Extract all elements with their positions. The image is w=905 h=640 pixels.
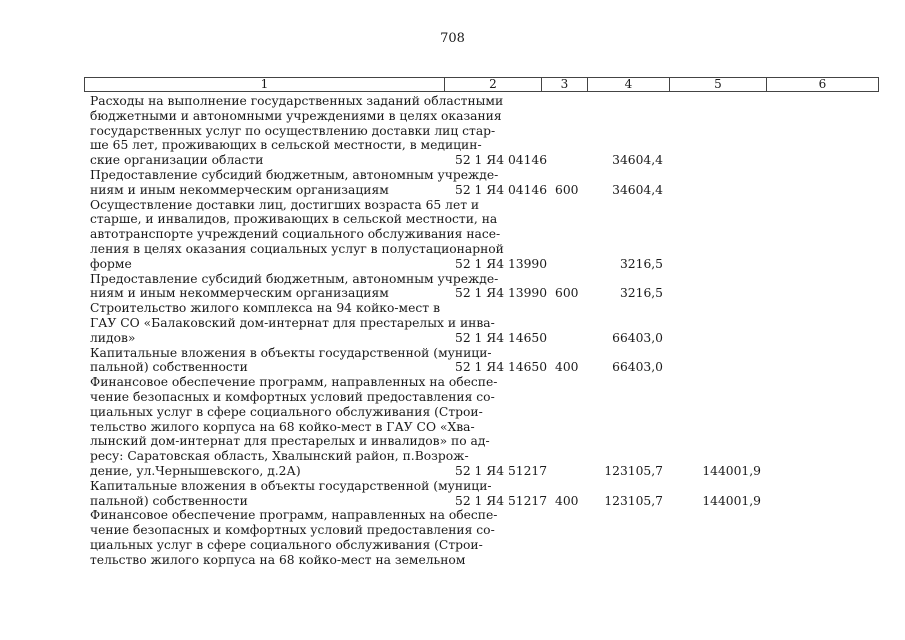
target-code: 52 1 Я4 13990	[455, 286, 548, 301]
row-description	[84, 345, 492, 376]
description-line: тельство жилого корпуса на 68 койко-мест на земельном	[90, 552, 466, 567]
header-col-3: 3	[542, 78, 588, 91]
target-code: 52 1 Я4 14650	[455, 330, 548, 345]
description-line: Строительство жилого комплекса на 94 койко-мест в	[90, 301, 440, 316]
description-line: ниям и иным некоммерческим организациям	[90, 182, 389, 197]
description-line: тельство жилого корпуса на 68 койко-мест в ГАУ СО «Хва-	[90, 419, 475, 434]
table-row	[84, 346, 879, 376]
table-row	[84, 479, 879, 509]
header-col-1: 1	[85, 78, 445, 91]
description-line: ниям и иным некоммерческим организациям	[90, 286, 389, 301]
amount-col-4: 34604,4	[612, 153, 663, 168]
description-line: старше, и инвалидов, проживающих в сельской местности, на	[90, 212, 498, 227]
table-row	[84, 301, 879, 345]
amount-col-4: 3216,5	[619, 286, 663, 301]
header-col-5: 5	[670, 78, 767, 91]
description-line: ления в целях оказания социальных услуг в полустационарной	[90, 241, 504, 256]
table-row	[84, 375, 879, 479]
description-line: ресу: Саратовская область, Хвалынский район, п.Возрож-	[90, 449, 469, 464]
table-row	[84, 168, 879, 198]
target-code: 52 1 Я4 04146	[455, 182, 548, 197]
description-line: циальных услуг в сфере социального обслуживания (Строи-	[90, 404, 483, 419]
expense-type: 400	[555, 360, 579, 375]
table-row	[84, 508, 879, 567]
row-description	[84, 271, 499, 302]
row-description	[84, 375, 498, 479]
header-col-4: 4	[588, 78, 670, 91]
description-line: Предоставление субсидий бюджетным, автономным учрежде-	[90, 271, 499, 286]
row-description	[84, 508, 498, 567]
description-line: Осуществление доставки лиц, достигших возраста 65 лет и	[90, 197, 480, 212]
description-line: Капитальные вложения в объекты государственной (муници-	[90, 345, 492, 360]
description-line: чение безопасных и комфортных условий предоставления со-	[90, 523, 495, 538]
amount-col-4: 123105,7	[604, 463, 663, 478]
table-row	[84, 272, 879, 302]
description-line: ские организации области	[90, 153, 264, 168]
description-line: автотранспорте учреждений социального обслуживания насе-	[90, 227, 501, 242]
description-line: пальной) собственности	[90, 493, 248, 508]
description-line: форме	[90, 256, 132, 271]
description-line: ше 65 лет, проживающих в сельской местности, в медицин-	[90, 138, 482, 153]
description-line: бюджетными и автономными учреждениями в целях оказания	[90, 108, 502, 123]
target-code: 52 1 Я4 13990	[455, 256, 548, 271]
expense-type: 600	[555, 182, 579, 197]
table-row	[84, 94, 879, 168]
table-header	[84, 77, 879, 92]
row-description	[84, 167, 499, 198]
target-code: 52 1 Я4 04146	[455, 153, 548, 168]
amount-col-4: 66403,0	[612, 330, 663, 345]
target-code: 52 1 Я4 14650	[455, 360, 548, 375]
description-line: циальных услуг в сфере социального обслуживания (Строи-	[90, 537, 483, 552]
table-body	[84, 94, 879, 568]
description-line: лынский дом-интернат для престарелых и инвалидов» по ад-	[90, 434, 490, 449]
header-col-2: 2	[445, 78, 542, 91]
target-code: 52 1 Я4 51217	[455, 463, 548, 478]
row-description	[84, 478, 492, 509]
header-col-6: 6	[818, 77, 827, 91]
expense-type: 600	[555, 286, 579, 301]
amount-col-4: 66403,0	[612, 360, 663, 375]
amount-col-5: 144001,9	[702, 493, 761, 508]
description-line: лидов»	[90, 330, 136, 345]
description-line: Финансовое обеспечение программ, направленных на обеспе-	[90, 508, 498, 523]
amount-col-5: 144001,9	[702, 463, 761, 478]
description-line: пальной) собственности	[90, 360, 248, 375]
description-line: чение безопасных и комфортных условий предоставления со-	[90, 389, 495, 404]
amount-col-4: 34604,4	[612, 182, 663, 197]
description-line: Капитальные вложения в объекты государственной (муници-	[90, 478, 492, 493]
description-line: ГАУ СО «Балаковский дом-интернат для престарелых и инва-	[90, 315, 495, 330]
description-line: Расходы на выполнение государственных заданий областными	[90, 94, 504, 108]
expense-type: 400	[555, 493, 579, 508]
target-code: 52 1 Я4 51217	[455, 493, 548, 508]
page-number: 708	[440, 31, 465, 46]
description-line: государственных услуг по осуществлению доставки лиц стар-	[90, 123, 496, 138]
table-row	[84, 198, 879, 272]
amount-col-4: 123105,7	[604, 493, 663, 508]
description-line: Финансовое обеспечение программ, направленных на обеспе-	[90, 375, 498, 390]
description-line: Предоставление субсидий бюджетным, автономным учрежде-	[90, 167, 499, 182]
amount-col-4: 3216,5	[619, 256, 663, 271]
description-line: дение, ул.Чернышевского, д.2А)	[90, 463, 301, 478]
row-description	[84, 301, 495, 345]
